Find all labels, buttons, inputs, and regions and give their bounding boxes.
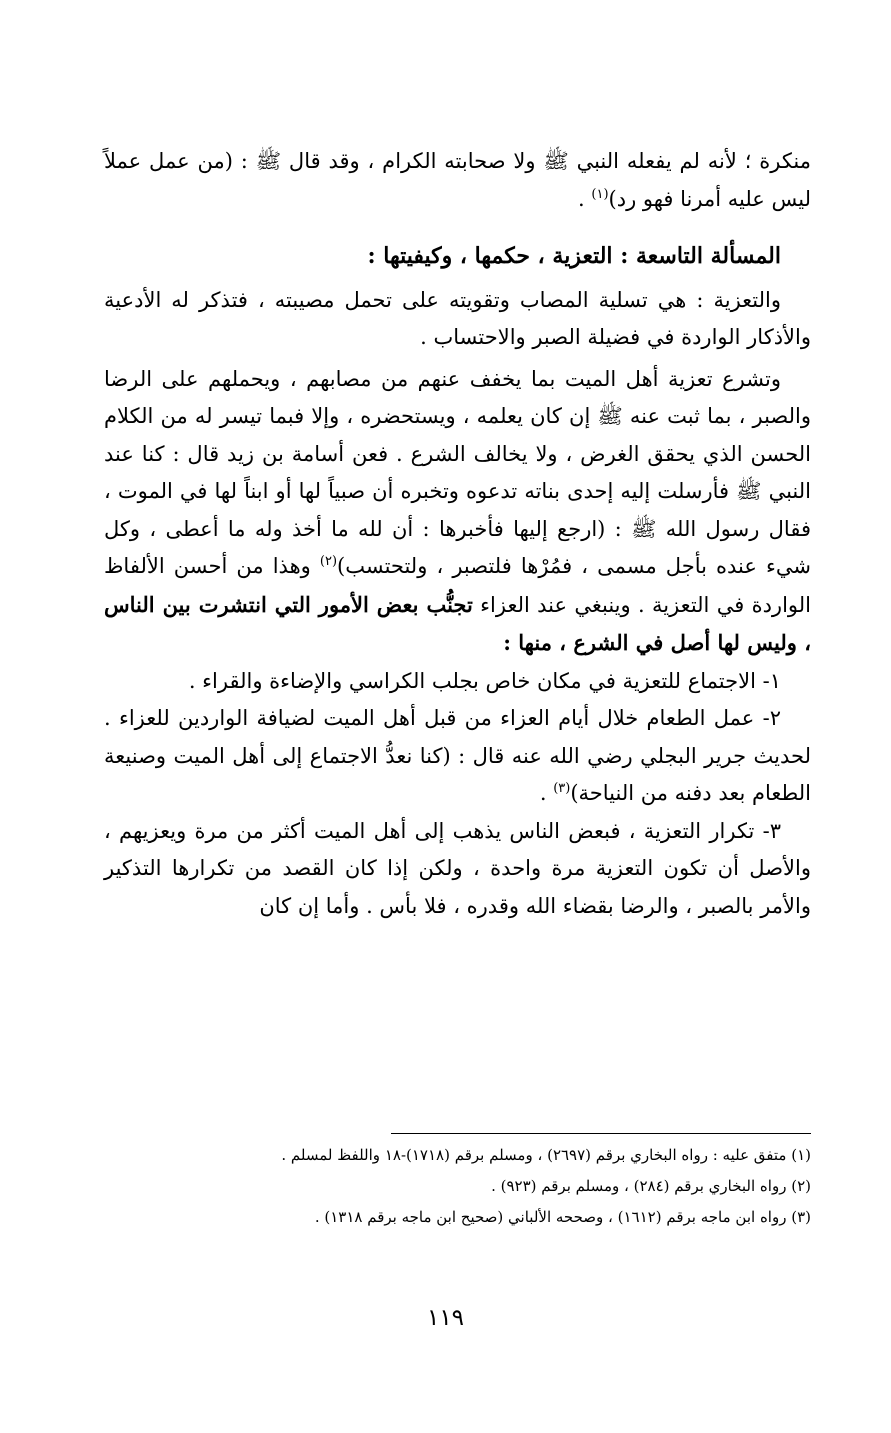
footnote-3: (٣) رواه ابن ماجه برقم (١٦١٢) ، وصححه الألباني (صحيح ابن ماجه برقم ١٣١٨) . (314, 1208, 811, 1226)
intro-text: منكرة ؛ لأنه لم يفعله النبي ﷺ ولا صحابته الكرام ، وقد قال ﷺ : (من عمل عملاً ليس عليه أمرنا فهو رد) (104, 149, 811, 211)
footnote-ref-2: (٢) (319, 554, 338, 569)
footnote-2: (٢) رواه البخاري برقم (٢٨٤) ، ومسلم برقم (٩٢٣) . (491, 1177, 811, 1195)
list-item-2-end: . (539, 781, 554, 805)
list-item-3: ٣- تكرار التعزية ، فبعض الناس يذهب إلى أهل الميت أكثر من مرة ويعزيهم ، والأصل أن تكون التعزية مرة واحدة ، ولكن إذا كان القصد من تكرارها التذكير والأمر بالصبر ، والرضا بقضاء الله وقدره ، فلا بأس . وأما إن كان (104, 818, 811, 918)
intro-paragraph (104, 143, 811, 218)
condolence-bold-text: تجنُّب بعض الأمور التي انتشرت بين الناس ، وليس لها أصل في الشرع ، منها : (104, 591, 811, 655)
footnote-1: (١) متفق عليه : رواه البخاري برقم (٢٦٩٧) ، ومسلم برقم (١٧١٨)-١٨ واللفظ لمسلم . (281, 1146, 811, 1164)
section-heading: المسألة التاسعة : التعزية ، حكمها ، وكيفيتها : (367, 243, 781, 269)
footnote-ref-1: (١) (591, 186, 609, 202)
footnote-divider (391, 1133, 811, 1134)
page-number: ١١٩ (426, 1305, 465, 1331)
intro-text-end: . (578, 186, 592, 211)
condolence-text-cont: وهذا من أحسن الألفاظ الواردة في التعزية . وينبغي عند العزاء (104, 554, 811, 617)
footnotes (104, 1140, 811, 1233)
list-item-2-text: ٢- عمل الطعام خلال أيام العزاء من قبل أهل الميت لضيافة الواردين للعزاء . لحديث جرير البجلي رضي الله عنه قال : (كنا نعدُّ الاجتماع إلى أهل الميت وصنيعة الطعام بعد دفنه من النياحة) (104, 706, 811, 805)
definition-paragraph: والتعزية : هي تسلية المصاب وتقويته على تحمل مصيبته ، فتذكر له الأدعية والأذكار الواردة في فضيلة الصبر والاحتساب . (104, 287, 811, 349)
page-body (104, 143, 811, 925)
list-item-1: ١- الاجتماع للتعزية في مكان خاص بجلب الكراسي والإضاءة والقراء . (188, 668, 781, 693)
condolence-paragraph (104, 361, 811, 663)
footnote-ref-3: (٣) (553, 781, 571, 796)
list-item-2 (104, 700, 811, 813)
condolence-text: وتشرع تعزية أهل الميت بما يخفف عنهم من مصابهم ، ويحملهم على الرضا والصبر ، بما ثبت عنه ﷺ إن كان يعلمه ، ويستحضره ، وإلا فبما تيسر له من الكلام الحسن الذي يحقق الغرض ، ولا يخالف الشرع . فعن أسامة بن زيد قال : كنا عند النبي ﷺ فأرسلت إليه إحدى بناته تدعوه وتخبره أن صبياً لها أو ابناً لها في الموت ، فقال رسول الله ﷺ : (ارجع إليها فأخبرها : أن لله ما أخذ وله ما أعطى ، وكل شيء عنده بأجل مسمى ، فمُرْها فلتصبر ، ولتحتسب) (104, 366, 811, 578)
